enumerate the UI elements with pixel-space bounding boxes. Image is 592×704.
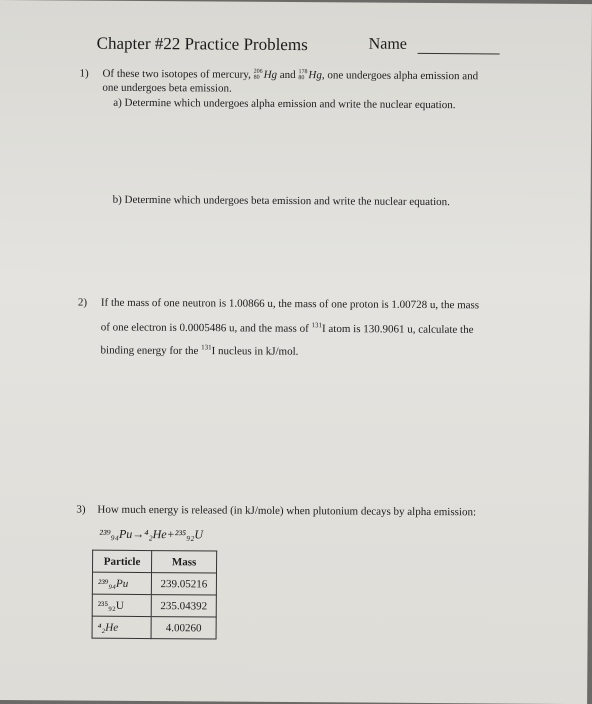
q1-line2: one undergoes beta emission.: [102, 81, 232, 95]
q1-and: and: [279, 68, 296, 82]
q1-line1-pre: Of these two isotopes of mercury,: [102, 67, 251, 81]
table-row: [92, 594, 216, 617]
q2-superscript-131b: 131: [201, 343, 212, 352]
q3-line1: How much energy is released (in kJ/mole) when plutonium decays by alpha emission:: [97, 503, 477, 519]
table-row: [92, 572, 216, 595]
mass-table: [92, 550, 218, 640]
q2-number: 2): [77, 296, 88, 309]
q1-number: 1): [79, 67, 89, 80]
q2-line2: of one electron is 0.0005486 u, and the mass of $^{131}$I atom is 130.9061 u, calculate the: [100, 321, 474, 336]
q1-line1-post: , one undergoes alpha emission and: [321, 69, 479, 83]
q2-line1: If the mass of one neutron is 1.00866 u, the mass of one proton is 1.00728 u, the mass: [100, 296, 480, 312]
table-header-particle: Particle: [93, 550, 152, 572]
table-cell-particle: ⁴₂He: [92, 616, 151, 638]
table-cell-mass: 4.00260: [151, 617, 216, 639]
table-header-mass: Mass: [152, 551, 217, 573]
q1-part-b: b) Determine which undergoes beta emission and write the nuclear equation.: [112, 193, 450, 209]
name-label: Name: [368, 35, 407, 53]
isotope-hg-206: 206 80 Hg: [253, 68, 278, 82]
page-title: Chapter #22 Practice Problems: [96, 33, 308, 55]
table-cell-mass: 239.05216: [151, 573, 216, 595]
isotope-hg-178: 178 80 Hg: [298, 69, 322, 82]
q3-nuclear-equation: ²³⁹₉₄Pu→⁴₂He+²³⁵₉₂U: [99, 526, 204, 542]
q3-number: 3): [76, 503, 86, 516]
q1-part-a: a) Determine which undergoes alpha emission and write the nuclear equation.: [113, 96, 456, 112]
q2-line3: binding energy for the $^{131}$I nucleus in kJ/mol.: [100, 343, 299, 358]
table-row: [92, 616, 216, 639]
q2-superscript-131a: 131: [311, 321, 323, 330]
table-cell-mass: 235.04392: [151, 595, 216, 617]
table-cell-particle: ²³⁵₉₂U: [92, 594, 151, 616]
table-header-row: [93, 550, 217, 573]
q1-line1: [102, 68, 478, 83]
table-cell-particle: ²³⁹₉₄Pu: [92, 572, 151, 594]
name-blank-line: [418, 53, 500, 55]
